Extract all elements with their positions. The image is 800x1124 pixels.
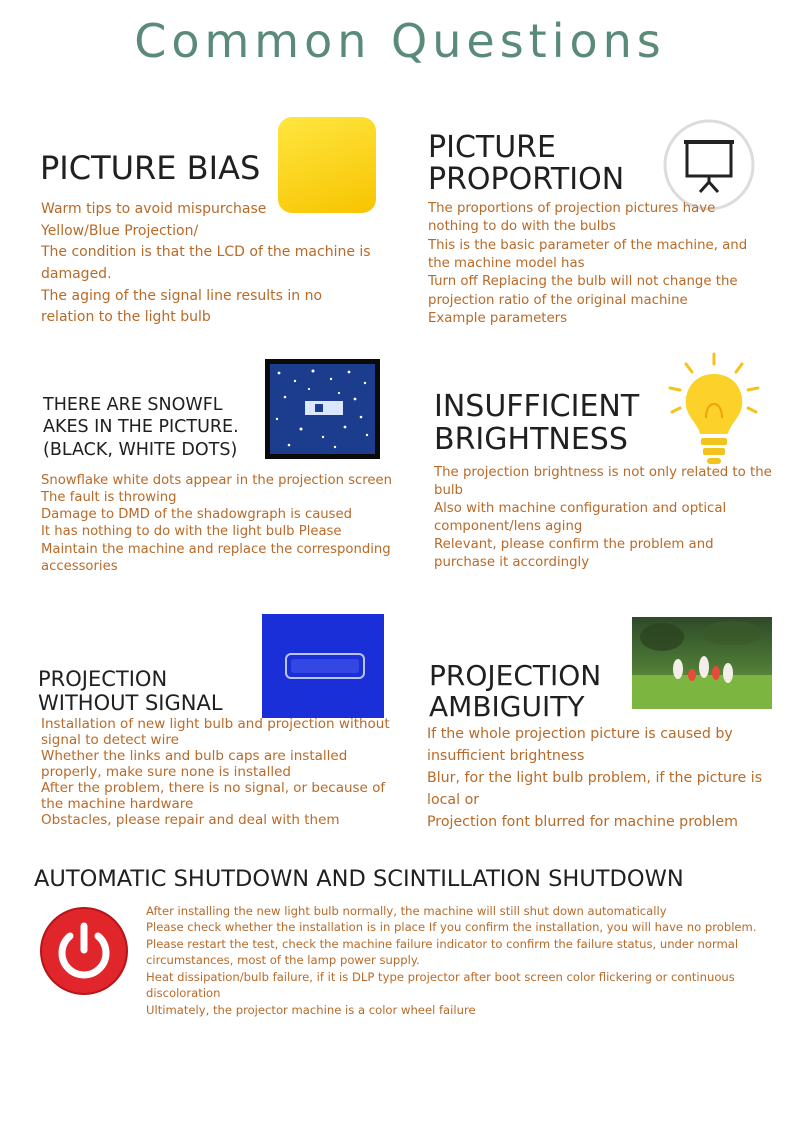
heading-line: AMBIGUITY [429, 689, 585, 723]
text-line: Please restart the test, check the machine failure indicator to confirm the failure status, under normal circumstances, most of the lamp power supply. [146, 936, 739, 968]
shutdown-text [146, 903, 776, 1018]
text-line: If the whole projection picture is caused by insufficient brightness [427, 726, 733, 764]
text-line: Obstacles, please repair and deal with them [41, 811, 340, 828]
heading-line: THERE ARE SNOWFL [43, 395, 223, 415]
no-signal-text [41, 717, 393, 828]
text-line: Turn off Replacing the bulb will not change the projection ratio of the original machine [428, 274, 738, 308]
blurry-photo-icon [632, 617, 772, 709]
text-line: Snowflake white dots appear in the projection screen The fault is throwing [41, 473, 392, 506]
text-line: Ultimately, the projector machine is a color wheel failure [146, 1002, 476, 1017]
text-line: After the problem, there is no signal, or because of the machine hardware [41, 779, 386, 812]
light-bulb-icon [666, 352, 762, 470]
text-line: Example parameters [428, 311, 568, 327]
picture-proportion-heading [428, 132, 624, 197]
heading-line: INSUFFICIENT [434, 389, 640, 424]
text-line: Installation of new light bulb and projection without signal to detect wire [41, 716, 390, 748]
text-line: Also with machine configuration and optical component/lens aging [434, 501, 727, 535]
heading-line: BRIGHTNESS [434, 422, 628, 457]
projector-screen-icon [660, 118, 758, 212]
brightness-text [434, 464, 774, 572]
heading-line: PROJECTION [429, 659, 602, 692]
heading-line: (BLACK, WHITE DOTS) [43, 439, 238, 460]
text-line: The aging of the signal line results in no relation to the light bulb [41, 287, 323, 326]
snowflakes-text [41, 472, 393, 575]
text-line: It has nothing to do with the light bulb Please Maintain the machine and replace the corresponding accessories [41, 524, 391, 574]
text-line: The condition is that the LCD of the machine is damaged. [41, 244, 371, 283]
text-line: The projection brightness is not only related to the bulb [434, 465, 772, 499]
text-line: Blur, for the light bulb problem, if the picture is local or [427, 770, 763, 808]
text-line: The proportions of projection pictures have nothing to do with the bulbs [428, 201, 716, 235]
text-line: Heat dissipation/bulb failure, if it is DLP type projector after boot screen color flickering or continuous discoloration [146, 969, 735, 1001]
text-line: Damage to DMD of the shadowgraph is caused [41, 507, 352, 523]
text-line: Warm tips to avoid mispurchase [41, 201, 267, 217]
brightness-heading [434, 390, 639, 456]
page-title: Common Questions [134, 14, 666, 68]
picture-bias-text [41, 199, 371, 329]
text-line: Whether the links and bulb caps are installed properly, make sure none is installed [41, 747, 348, 780]
heading-line: PICTURE [428, 130, 556, 165]
no-signal-heading [38, 668, 223, 715]
shutdown-heading: AUTOMATIC SHUTDOWN AND SCINTILLATION SHUTDOWN [34, 866, 684, 892]
heading-line: PROJECTION [38, 667, 168, 691]
picture-proportion-text [428, 200, 760, 328]
heading-line: WITHOUT SIGNAL [38, 690, 223, 715]
text-line: After installing the new light bulb normally, the machine will still shut down automatically [146, 904, 667, 918]
picture-bias-heading: PICTURE BIAS [40, 149, 261, 187]
blue-screen-icon [262, 614, 384, 718]
heading-line: AKES IN THE PICTURE. [43, 417, 239, 438]
snowflake-screen-icon [265, 359, 380, 459]
text-line: Projection font blurred for machine problem [427, 814, 738, 830]
ambiguity-heading [429, 661, 601, 723]
text-line: Please check whether the installation is in place If you confirm the installation, you will have no problem. [146, 920, 757, 935]
text-line: This is the basic parameter of the machine, and the machine model has [428, 237, 748, 272]
snowflakes-heading [43, 394, 239, 461]
heading-line: PROPORTION [428, 162, 625, 198]
text-line: Relevant, please confirm the problem and purchase it accordingly [434, 537, 714, 571]
ambiguity-text [427, 723, 777, 833]
text-line: Yellow/Blue Projection/ [41, 222, 199, 239]
power-icon [38, 906, 130, 996]
